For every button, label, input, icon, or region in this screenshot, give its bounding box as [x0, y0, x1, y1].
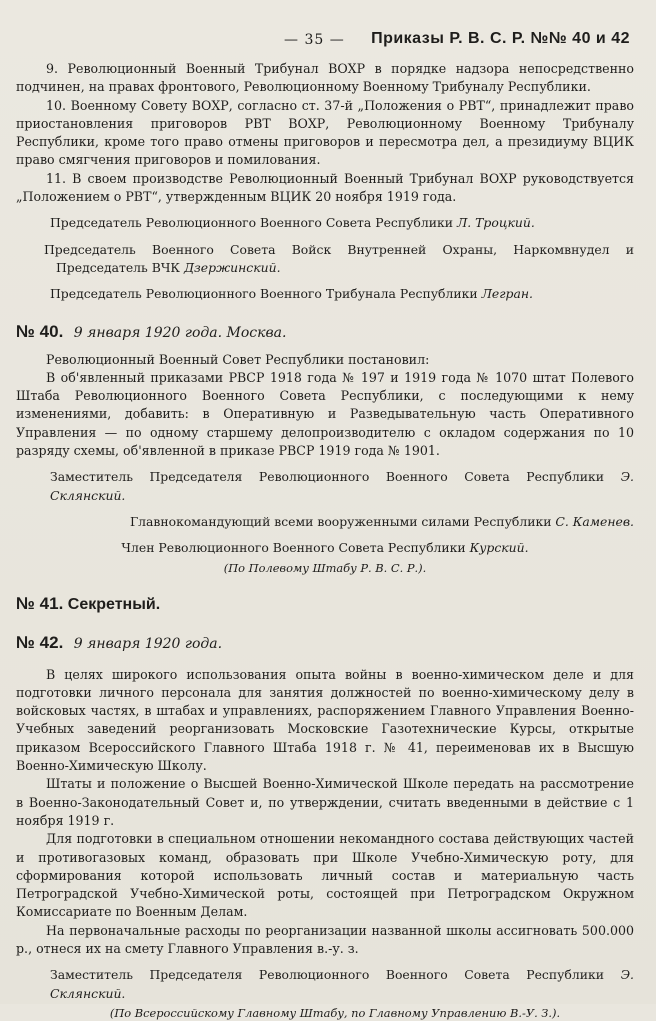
order-42-paragraph: Для подготовки в специальном отношении некомандного состава действующих частей и противогазовых команд, образовать при Школе Учебно-Химическую роту, для сформирования которой использовать личный состав и материальную часть Петроградской Учебно-Химической роты, состоящей при Петроградском Окружном Комиссариате по Военным Делам.	[16, 831, 634, 920]
paragraph-item-10: 10. Военному Совету ВОХР, согласно ст. 37-й „Положения о РВТ“, принадлежит право приостановления приговоров РВТ ВОХР, Революционному Военному Трибуналу Республики, кроме того право отмены приговоров и пересмотра дел, а президиуму ВЦИК право смягчения приговоров и помилования.	[16, 97, 634, 168]
signature-sklyansky-42: Заместитель Председателя Революционного Военного Совета Республики Э. Склянский.	[50, 967, 634, 1001]
paragraph-item-9: 9. Революционный Военный Трибунал ВОХР в порядке надзора непосредственно подчинен, на правах фронтового, Революционному Военному Трибуналу Республики.	[16, 61, 634, 95]
order-40-heading	[16, 322, 634, 343]
order-40-source: (По Полевому Штабу Р. В. С. Р.).	[223, 560, 427, 575]
signature-legran: Председатель Революционного Военного Трибунала Республики Легран.	[50, 286, 533, 302]
order-number: № 42.	[16, 632, 64, 652]
order-number: № 41.	[16, 593, 64, 613]
order-42	[16, 633, 634, 1021]
signature-dzerzhinsky: Председатель Военного Совета Войск Внутренней Охраны, Наркомвнудел и Председатель ВЧК Дзержинский.	[44, 241, 634, 275]
top-section	[16, 60, 634, 304]
order-date: 9 января 1920 года. Москва.	[73, 324, 287, 341]
order-42-paragraph: Штаты и положение о Высшей Военно-Химической Школе передать на рассмотрение в Военно-Законодательный Совет и, по утверждении, считать введенными в действие с 1 ноября 1919 г.	[16, 776, 634, 828]
page-number: — 35 —	[284, 32, 345, 48]
order-date: 9 января 1920 года.	[73, 635, 223, 652]
order-41-heading	[16, 594, 634, 615]
running-title: Приказы Р. В. С. Р. №№ 40 и 42	[371, 30, 630, 47]
signature-trotsky: Председатель Революционного Военного Совета Республики Л. Троцкий.	[50, 215, 535, 231]
order-42-heading	[16, 633, 634, 654]
signature-kursky: Член Революционного Военного Совета Республики Курский.	[121, 540, 529, 556]
order-number: № 40.	[16, 321, 64, 341]
order-40	[16, 322, 634, 576]
signature-kamenev: Главнокомандующий всеми вооруженными силами Республики С. Каменев.	[129, 513, 634, 529]
order-42-paragraph: На первоначальные расходы по реорганизации названной школы ассигновать 500.000 р., отнеся их на смету Главного Управления в.-у. з.	[16, 922, 634, 956]
paragraph-item-11: 11. В своем производстве Революционный Военный Трибунал ВОХР руководствуется „Положением о РВТ“, утвержденным ВЦИК 20 ноября 1919 года.	[16, 170, 634, 205]
order-42-paragraph: В целях широкого использования опыта войны в военно-химическом деле и для подготовки личного персонала для занятия должностей по военно-химическому делу в войсковых частях, в штабах и управлениях, распоряжением Главного Управления Военно-Учебных заведений реорганизовать Московские Газотехнические Курсы, открытые приказом Всероссийского Главного Штаба 1918 г. № 41, переименовав их в Высшую Военно-Химическую Школу.	[16, 666, 634, 774]
order-40-text: В об'явленный приказами РВСР 1918 года № 197 и 1919 года № 1070 штат Полевого Штаба Революционного Военного Совета Республики, с последующими к нему изменениями, добавить: в Оперативную и Разведывательную часть Оперативного Управления — по одному старшему делопроизводителю с окладом содержания по 10 разряду схемы, об'явленной в приказе РВСР 1919 года № 1901.	[16, 369, 634, 459]
page-header	[16, 30, 634, 60]
signature-sklyansky: Заместитель Председателя Революционного Военного Совета Республики Э. Склянский.	[50, 469, 634, 503]
order-42-source: (По Всероссийскому Главному Штабу, по Главному Управлению В.-У. З.).	[109, 1005, 561, 1020]
secret-label: Секретный.	[67, 595, 161, 613]
order-40-preamble: Революционный Военный Совет Республики постановил:	[46, 351, 430, 367]
